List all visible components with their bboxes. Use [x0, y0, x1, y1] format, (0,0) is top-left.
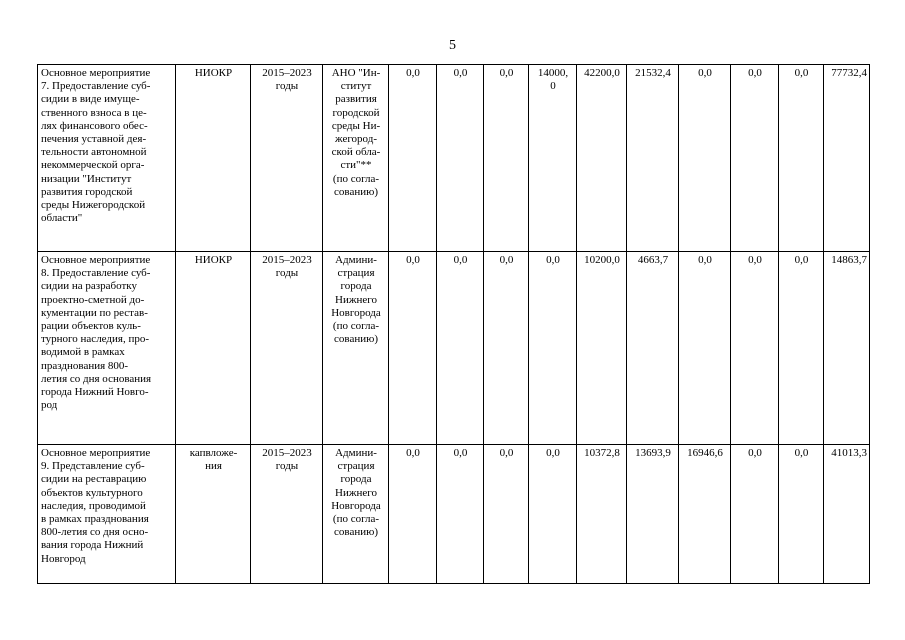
- value-cell: 0,0: [529, 445, 577, 584]
- expense-type: капвложе- ния: [176, 445, 251, 584]
- executor: АНО "Ин- ститут развития городской среды Ни- жегород- ской обла- сти"** (по согла- сованию): [323, 65, 389, 252]
- value-cell: 13693,9: [627, 445, 679, 584]
- value-cell: 0,0: [437, 252, 484, 445]
- measure-name: Основное мероприятие 9. Представление суб- сидии на реставрацию объектов культурного наследия, проводимой в рамках празднования 800-летия со дня осно- вания города Нижний Новгород: [38, 445, 176, 584]
- total-cell: 14863,7: [824, 252, 870, 445]
- table-row: [38, 65, 870, 252]
- expense-type: НИОКР: [176, 252, 251, 445]
- value-cell: 0,0: [679, 252, 731, 445]
- value-cell: 0,0: [389, 65, 437, 252]
- value-cell: 4663,7: [627, 252, 679, 445]
- budget-table: [37, 64, 870, 584]
- value-cell: 0,0: [731, 445, 779, 584]
- value-cell: 0,0: [389, 445, 437, 584]
- table-row: [38, 252, 870, 445]
- value-cell: 42200,0: [577, 65, 627, 252]
- value-cell: 0,0: [779, 445, 824, 584]
- value-cell: 0,0: [779, 65, 824, 252]
- measure-name: Основное мероприятие 8. Предоставление суб- сидии на разработку проектно-сметной до- кументации по рестав- рации объектов куль- турного наследия, про- водимой в рамках празднования 800- летия со дня основания города Нижний Новго- род: [38, 252, 176, 445]
- executor: Админи- страция города Нижнего Новгорода (по согла- сованию): [323, 445, 389, 584]
- value-cell: 0,0: [484, 252, 529, 445]
- period: 2015–2023 годы: [251, 445, 323, 584]
- value-cell: 0,0: [437, 65, 484, 252]
- value-cell: 0,0: [529, 252, 577, 445]
- measure-name: Основное мероприятие 7. Предоставление суб- сидии в виде имуще- ственного взноса в це- лях финансового обес- печения уставной дея- тельности автономной некоммерческой орга- низации "Институт развития городской среды Нижегородской области": [38, 65, 176, 252]
- value-cell: 0,0: [484, 445, 529, 584]
- value-cell: 10372,8: [577, 445, 627, 584]
- value-cell: 0,0: [731, 65, 779, 252]
- total-cell: 77732,4: [824, 65, 870, 252]
- executor: Админи- страция города Нижнего Новгорода (по согла- сованию): [323, 252, 389, 445]
- total-cell: 41013,3: [824, 445, 870, 584]
- value-cell: 0,0: [679, 65, 731, 252]
- value-cell: 0,0: [389, 252, 437, 445]
- value-cell: 14000, 0: [529, 65, 577, 252]
- value-cell: 0,0: [731, 252, 779, 445]
- value-cell: 0,0: [484, 65, 529, 252]
- period: 2015–2023 годы: [251, 252, 323, 445]
- page-number: 5: [449, 38, 456, 53]
- value-cell: 21532,4: [627, 65, 679, 252]
- table-row: [38, 445, 870, 584]
- value-cell: 0,0: [779, 252, 824, 445]
- value-cell: 16946,6: [679, 445, 731, 584]
- value-cell: 0,0: [437, 445, 484, 584]
- value-cell: 10200,0: [577, 252, 627, 445]
- period: 2015–2023 годы: [251, 65, 323, 252]
- expense-type: НИОКР: [176, 65, 251, 252]
